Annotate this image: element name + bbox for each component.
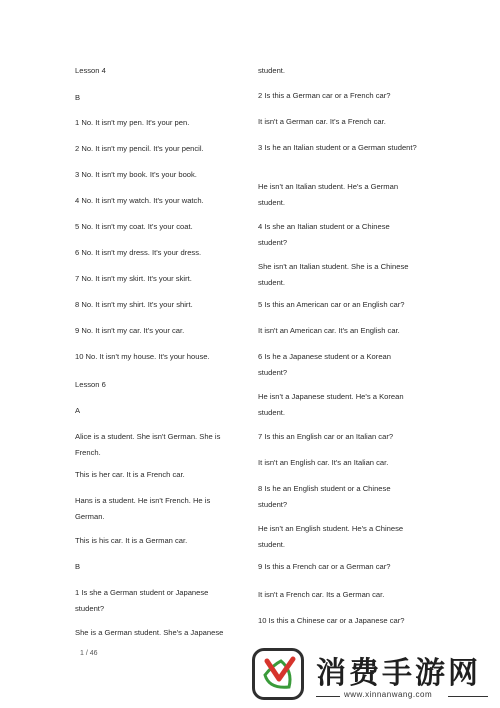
text-line: 6 No. It isn't my dress. It's your dress. xyxy=(75,248,202,257)
site-watermark xyxy=(252,646,500,708)
text-line: B xyxy=(75,93,81,102)
text-line: It isn't a German car. It's a French car. xyxy=(258,117,386,126)
watermark-rule-left xyxy=(316,696,340,697)
text-line: 5 Is this an American car or an English car? xyxy=(258,300,405,309)
text-line: 2 No. It isn't my pencil. It's your pencil. xyxy=(75,144,204,153)
text-line: 8 No. It isn't my shirt. It's your shirt. xyxy=(75,300,193,309)
text-line: He isn't an Italian student. He's a German xyxy=(258,182,399,191)
text-line: 10 No. It isn't my house. It's your house. xyxy=(75,352,210,361)
text-line: Lesson 6 xyxy=(75,380,106,389)
text-line: 8 Is he an English student or a Chinese xyxy=(258,484,391,493)
text-line: student. xyxy=(258,198,286,207)
text-line: 7 Is this an English car or an Italian car? xyxy=(258,432,394,441)
leaf-check-icon xyxy=(252,648,304,700)
text-line: A xyxy=(75,406,81,415)
text-line: student. xyxy=(258,408,286,417)
text-line: It isn't a French car. Its a German car. xyxy=(258,590,385,599)
text-line: 1 Is she a German student or Japanese xyxy=(75,588,209,597)
text-line: 1 No. It isn't my pen. It's your pen. xyxy=(75,118,190,127)
text-line: 9 Is this a French car or a German car? xyxy=(258,562,391,571)
text-line: Lesson 4 xyxy=(75,66,106,75)
text-line: This is his car. It is a German car. xyxy=(75,536,188,545)
text-line: student? xyxy=(75,604,105,613)
page-number: 1 / 46 xyxy=(80,650,98,657)
text-line: 4 Is she an Italian student or a Chinese xyxy=(258,222,390,231)
text-line: student. xyxy=(258,540,286,549)
text-line: student. xyxy=(258,66,286,75)
text-line: She isn't an Italian student. She is a Chinese xyxy=(258,262,409,271)
text-line: 3 No. It isn't my book. It's your book. xyxy=(75,170,197,179)
text-line: Alice is a student. She isn't German. She is xyxy=(75,432,221,441)
text-line: 2 Is this a German car or a French car? xyxy=(258,91,391,100)
text-line: 10 Is this a Chinese car or a Japanese car? xyxy=(258,616,405,625)
text-line: He isn't an English student. He's a Chinese xyxy=(258,524,404,533)
text-line: student? xyxy=(258,238,288,247)
watermark-url: www.xinnanwang.com xyxy=(344,690,433,699)
text-line: 3 Is he an Italian student or a German student? xyxy=(258,143,417,152)
text-line: student? xyxy=(258,500,288,509)
text-line: 5 No. It isn't my coat. It's your coat. xyxy=(75,222,193,231)
text-line: He isn't a Japanese student. He's a Korean xyxy=(258,392,404,401)
text-line: This is her car. It is a French car. xyxy=(75,470,185,479)
text-line: 6 Is he a Japanese student or a Korean xyxy=(258,352,391,361)
text-line: 7 No. It isn't my skirt. It's your skirt. xyxy=(75,274,192,283)
text-line: Hans is a student. He isn't French. He is xyxy=(75,496,211,505)
text-line: student. xyxy=(258,278,286,287)
text-line: German. xyxy=(75,512,105,521)
text-line: student? xyxy=(258,368,288,377)
text-line: 4 No. It isn't my watch. It's your watch. xyxy=(75,196,204,205)
text-line: It isn't an English car. It's an Italian car. xyxy=(258,458,389,467)
text-line: 9 No. It isn't my car. It's your car. xyxy=(75,326,185,335)
watermark-title: 消费手游网 xyxy=(316,656,481,691)
text-line: She is a German student. She's a Japanese xyxy=(75,628,224,637)
watermark-rule-right xyxy=(448,696,488,697)
text-line: French. xyxy=(75,448,101,457)
text-line: It isn't an American car. It's an English car. xyxy=(258,326,400,335)
text-line: B xyxy=(75,562,81,571)
